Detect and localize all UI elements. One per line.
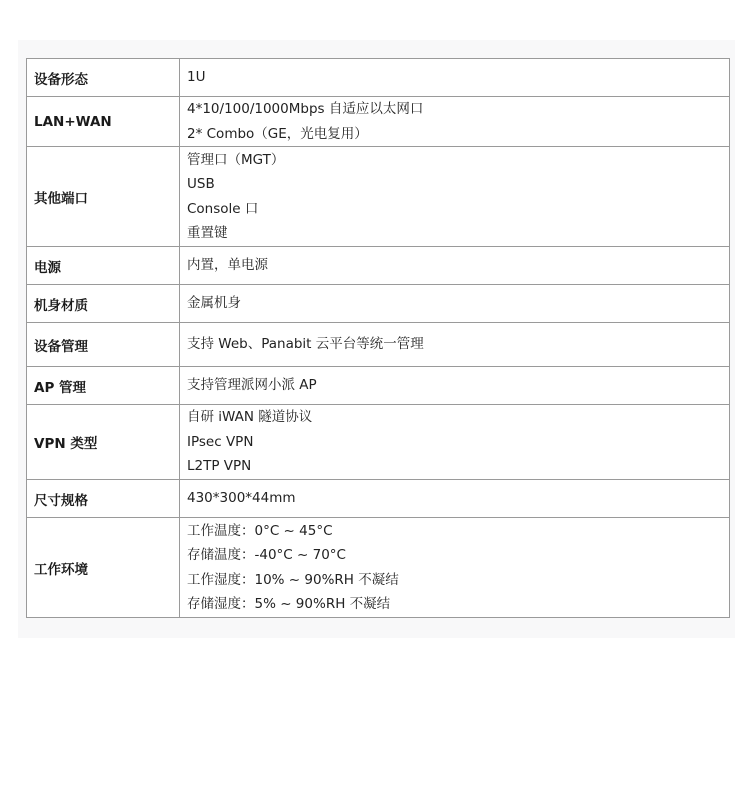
- row-label: VPN 类型: [27, 405, 180, 480]
- row-label: 尺寸规格: [27, 480, 180, 518]
- value-line: 管理口（MGT）: [187, 151, 285, 168]
- table-row-other-ports: [27, 147, 730, 247]
- row-value: [180, 480, 730, 518]
- table-row-power: [27, 247, 730, 285]
- table-row-environment: [27, 518, 730, 618]
- row-label: AP 管理: [27, 367, 180, 405]
- spec-table: [26, 58, 730, 618]
- value-line: 工作湿度：10% ~ 90%RH 不凝结: [187, 571, 399, 588]
- row-value: [180, 59, 730, 97]
- table-row-material: [27, 285, 730, 323]
- row-value: [180, 147, 730, 247]
- row-label: 其他端口: [27, 147, 180, 247]
- row-label: LAN+WAN: [27, 97, 180, 147]
- row-label: 电源: [27, 247, 180, 285]
- value-line: 内置，单电源: [187, 257, 268, 274]
- value-line: 支持 Web、Panabit 云平台等统一管理: [187, 336, 424, 353]
- table-row-lan-wan: [27, 97, 730, 147]
- row-value: [180, 367, 730, 405]
- value-line: 430*300*44mm: [187, 490, 296, 507]
- value-line: 存储温度：-40°C ~ 70°C: [187, 547, 346, 564]
- row-value: [180, 285, 730, 323]
- value-line: 重置键: [187, 225, 228, 242]
- table-row-device-management: [27, 323, 730, 367]
- row-value: [180, 97, 730, 147]
- value-line: 2* Combo（GE，光电复用）: [187, 125, 368, 142]
- row-label: 工作环境: [27, 518, 180, 618]
- table-row-vpn-type: [27, 405, 730, 480]
- value-line: L2TP VPN: [187, 458, 252, 475]
- value-line: 4*10/100/1000Mbps 自适应以太网口: [187, 101, 424, 117]
- row-value: [180, 518, 730, 618]
- table-row-ap-management: [27, 367, 730, 405]
- value-line: 工作温度：0°C ~ 45°C: [187, 522, 333, 539]
- value-line: 存储湿度：5% ~ 90%RH 不凝结: [187, 596, 391, 613]
- row-label: 机身材质: [27, 285, 180, 323]
- value-line: USB: [187, 176, 215, 193]
- table-row-dimensions: [27, 480, 730, 518]
- value-line: 支持管理派网小派 AP: [187, 377, 317, 394]
- value-line: 自研 iWAN 隧道协议: [187, 409, 313, 426]
- row-value: [180, 247, 730, 285]
- value-line: 金属机身: [187, 295, 241, 312]
- value-line: Console 口: [187, 200, 259, 217]
- row-value: [180, 405, 730, 480]
- row-value: [180, 323, 730, 367]
- row-label: 设备管理: [27, 323, 180, 367]
- value-line: 1U: [187, 69, 206, 86]
- table-row-form-factor: [27, 59, 730, 97]
- row-label: 设备形态: [27, 59, 180, 97]
- value-line: IPsec VPN: [187, 433, 254, 450]
